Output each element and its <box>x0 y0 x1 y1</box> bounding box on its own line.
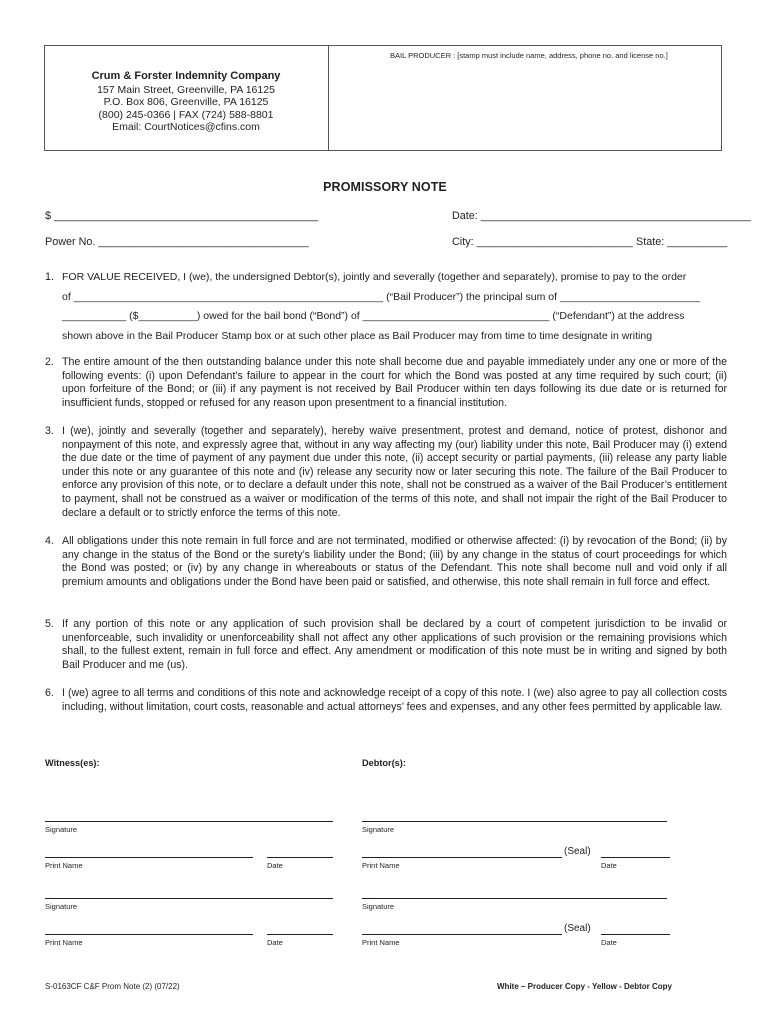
debtor-2-date-label: Date <box>601 938 617 947</box>
clause-2 <box>45 356 727 410</box>
clause-number: 2. <box>45 356 54 368</box>
clause-6 <box>45 687 727 714</box>
clause-3 <box>45 425 727 520</box>
clause-text: I (we) agree to all terms and conditions of this note and acknowledge receipt of a copy of this note. I (we) also agree to pay all collection costs including, without limitation, court costs, reasonable and actual attorneys’ fees and expenses, and any other fees permitted by applicable law. <box>62 687 727 713</box>
debtor-1-signature-line[interactable] <box>362 821 667 822</box>
date-field[interactable]: Date: _____________________________________________ <box>452 210 752 222</box>
clause-5 <box>45 618 727 672</box>
company-name: Crum & Forster Indemnity Company <box>91 70 281 82</box>
debtor-2-signature-line[interactable] <box>362 898 667 899</box>
company-block <box>45 70 327 134</box>
state-field[interactable]: State: __________ <box>636 236 728 248</box>
witness-1-print-name-line[interactable] <box>45 857 253 858</box>
clause-1-line-3[interactable]: ___________ ($__________) owed for the bail bond (“Bond”) of ________________________________ (“Defendant”) at the address <box>62 310 685 322</box>
witness-1-signature-label: Signature <box>45 825 78 834</box>
clause-number: 5. <box>45 618 54 630</box>
power-no-field[interactable]: Power No. ___________________________________ <box>45 236 309 248</box>
city-field[interactable]: City: __________________________ <box>452 236 633 248</box>
clause-1-line-4: shown above in the Bail Producer Stamp box or at such other place as Bail Producer may from time to time designate in writing <box>62 330 653 342</box>
clause-text: I (we), jointly and severally (together and separately), hereby waive presentment, protest and demand, notice of protest, dishonor and nonpayment of this note, and expressly agree that, without in any way affecting my (our) liability under this note, Bail Producer may (i) extend the due date or the time of payment of any payment due under this note, (ii) accept security or partial payments, (iii) release any party liable under this note or any guarantee of this note and (iv) release any security now or later securing this note. The failure of the Bail Producer to enforce any provision of this note, or to declare a default under this note, shall not be construed as a waiver of the Bail Producer’s entitlement to payment, shall not be construed as a waiver or modification of the terms of this note, and shall not impair the right of the Bail Producer to declare a default or to strictly enforce the terms of this note. <box>62 425 727 519</box>
witness-1-signature-line[interactable] <box>45 821 333 822</box>
clause-text: If any portion of this note or any application of such provision shall be declared by a court of competent jurisdiction to be invalid or unenforceable, such invalidity or unenforceability shall not affect any other applications of such provision or the remaining provisions which shall, to the fullest extent, remain in full force and effect. Any amendment or modification of this note must be in writing and signed by both Bail Producer and me (us). <box>62 618 727 671</box>
witness-label: Witness(es): <box>45 758 100 768</box>
debtor-2-print-name-label: Print Name <box>362 938 400 947</box>
company-phone: (800) 245-0366 | FAX (724) 588-8801 <box>98 108 274 121</box>
debtor-2-date-line[interactable] <box>601 934 670 935</box>
clause-1-line-1: FOR VALUE RECEIVED, I (we), the undersigned Debtor(s), jointly and severally (together and separately), promise to pay to the order <box>62 271 687 283</box>
debtor-1-date-label: Date <box>601 861 617 870</box>
debtor-1-date-line[interactable] <box>601 857 670 858</box>
header-divider <box>328 45 329 151</box>
clause-1-number: 1. <box>45 271 55 283</box>
form-id: S-0163CF C&F Prom Note (2) (07/22) <box>45 982 180 991</box>
debtor-1-seal: (Seal) <box>564 846 591 857</box>
clause-4 <box>45 535 727 589</box>
company-address-1: 157 Main Street, Greenville, PA 16125 <box>97 83 275 96</box>
clause-1-line-2[interactable]: of _____________________________________________________ (“Bail Producer”) the principal sum of ________________________ <box>62 291 701 303</box>
copy-distribution: White – Producer Copy - Yellow - Debtor Copy <box>497 982 672 991</box>
debtor-1-print-name-line[interactable] <box>362 857 562 858</box>
clause-text: All obligations under this note remain in full force and are not terminated, modified or otherwise affected: (i) by revocation of the Bond; (ii) by any change in the status of the Bond or the surety’s liability under the Bond; (iii) by any change in the status of court proceedings for which the Bond was posted; or (iv) by any change in whereabouts or status of the Defendant. This note shall become null and void only if all premium amounts and obligations under the Bond have been paid or satisfied, and otherwise, this note shall remain in full force and effect. <box>62 535 727 588</box>
witness-2-date-line[interactable] <box>267 934 333 935</box>
debtor-2-print-name-line[interactable] <box>362 934 562 935</box>
witness-1-date-line[interactable] <box>267 857 333 858</box>
debtor-2-signature-label: Signature <box>362 902 395 911</box>
clause-number: 6. <box>45 687 54 699</box>
amount-field[interactable]: $ ____________________________________________ <box>45 210 319 222</box>
clause-number: 3. <box>45 425 54 437</box>
witness-1-print-name-label: Print Name <box>45 861 83 870</box>
debtor-1-print-name-label: Print Name <box>362 861 400 870</box>
page-title: PROMISSORY NOTE <box>323 180 447 194</box>
witness-2-signature-line[interactable] <box>45 898 333 899</box>
witness-2-signature-label: Signature <box>45 902 78 911</box>
clause-number: 4. <box>45 535 54 547</box>
witness-2-print-name-label: Print Name <box>45 938 83 947</box>
company-email: Email: CourtNotices@cfins.com <box>112 121 260 133</box>
debtor-2-seal: (Seal) <box>564 923 591 934</box>
company-address-2: P.O. Box 806, Greenville, PA 16125 <box>103 96 269 108</box>
witness-2-date-label: Date <box>267 938 283 947</box>
witness-2-print-name-line[interactable] <box>45 934 253 935</box>
clause-text: The entire amount of the then outstanding balance under this note shall become due and payable immediately under any one or more of the following events: (i) upon Defendant’s failure to appear in the court for which the Bond was posted at any time required by such court; (ii) upon forfeiture of the Bond; or (iii) if any payment is not received by Bail Producer within ten days following its due date or is returned for insufficient funds, stopped or refused for any reason upon presentment to a financial institution. <box>62 356 727 409</box>
stamp-note: BAIL PRODUCER : [stamp must include name, address, phone no. and license no.] <box>390 51 668 60</box>
witness-1-date-label: Date <box>267 861 283 870</box>
debtor-1-signature-label: Signature <box>362 825 395 834</box>
debtor-label: Debtor(s): <box>362 758 406 768</box>
